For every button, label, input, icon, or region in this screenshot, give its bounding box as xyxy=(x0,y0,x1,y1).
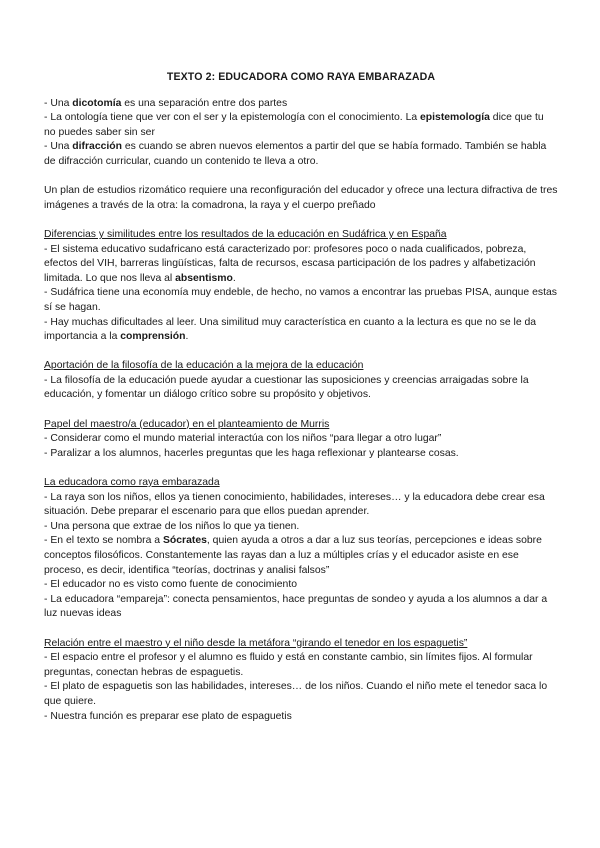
list-item: - Una persona que extrae de los niños lo que ya tienen. xyxy=(44,520,300,532)
section-heading-murris: Papel del maestro/a (educador) en el planteamiento de Murris xyxy=(44,418,330,430)
section-heading-espaguetis: Relación entre el maestro y el niño desde la metáfora “girando el tenedor en los espaguetis” xyxy=(44,637,468,649)
list-item: - Nuestra función es preparar ese plato de espaguetis xyxy=(44,710,292,722)
intro-difraccion: - Una difracción es cuando se abren nuevos elementos a partir del que se había formado. También se habla de difracción curricular, cuando un contenido te lleva a otro. xyxy=(44,141,547,167)
list-item: - El educador no es visto como fuente de conocimiento xyxy=(44,579,297,591)
document-title: TEXTO 2: EDUCADORA COMO RAYA EMBARAZADA xyxy=(166,71,436,83)
list-item: - La raya son los niños, ellos ya tienen conocimiento, habilidades, intereses… y la educadora debe crear esa situación. Debe preparar el escenario para que ellos puedan aprender. xyxy=(44,491,545,518)
intro-epistemologia: - La ontología tiene que ver con el ser y la epistemología con el conocimiento. La epistemología dice que tu no puedes saber sin ser xyxy=(44,112,544,138)
document-page xyxy=(44,70,558,724)
list-item: - El espacio entre el profesor y el alumno es fluido y está en constante cambio, sin límites fijos. Al formular preguntas, conectan hebras de espaguetis. xyxy=(44,652,533,678)
list-item: - La filosofía de la educación puede ayudar a cuestionar las suposiciones y creencias arraigadas sobre la educación, y fomentar un diálogo crítico sobre su propósito y objetivos. xyxy=(44,374,529,401)
list-item: - Paralizar a los alumnos, hacerles preguntas que les haga reflexionar y plantearse cosas. xyxy=(44,447,459,459)
section-heading-filosofia: Aportación de la filosofía de la educación a la mejora de la educación xyxy=(44,360,364,372)
list-item: - La educadora “empareja”: conecta pensamientos, hace preguntas de sondeo y ayuda a los alumnos a dar a luz nuevas ideas xyxy=(44,593,548,620)
list-item: - El sistema educativo sudafricano está caracterizado por: profesores poco o nada cualificados, pobreza, efectos del VIH, barreras lingüísticas, falta de recursos, escasa participación de los padres y alfabetización limitada. Lo que nos lleva al absentismo. xyxy=(44,243,536,284)
intro-dicotomia: - Una dicotomía es una separación entre dos partes xyxy=(44,97,288,109)
section-heading-sudafrica: Diferencias y similitudes entre los resultados de la educación en Sudáfrica y en España xyxy=(44,228,447,240)
section-heading-raya: La educadora como raya embarazada xyxy=(44,477,220,489)
list-item: - En el texto se nombra a Sócrates, quien ayuda a otros a dar a luz sus teorías, percepciones e ideas sobre conceptos filosóficos. Constantemente las rayas dan a luz a múltiples crías y el educador asiste en ese proceso, es decir, identifica “teorías, doctrinas y analisi falsos” xyxy=(44,535,542,576)
list-item: - Sudáfrica tiene una economía muy endeble, de hecho, no vamos a encontrar las pruebas PISA, aunque estas sí se hagan. xyxy=(44,287,557,313)
list-item: - Hay muchas dificultades al leer. Una similitud muy característica en cuanto a la lectura es que no se le da importancia a la comprensión. xyxy=(44,316,537,343)
list-item: - El plato de espaguetis son las habilidades, intereses… de los niños. Cuando el niño mete el tenedor saca lo que quiere. xyxy=(44,681,548,707)
plan-paragraph: Un plan de estudios rizomático requiere una reconfiguración del educador y ofrece una lectura difractiva de tres imágenes a través de la otra: la comadrona, la raya y el cuerpo preñado xyxy=(44,185,558,211)
list-item: - Considerar como el mundo material interactúa con los niños “para llegar a otro lugar” xyxy=(44,433,442,445)
